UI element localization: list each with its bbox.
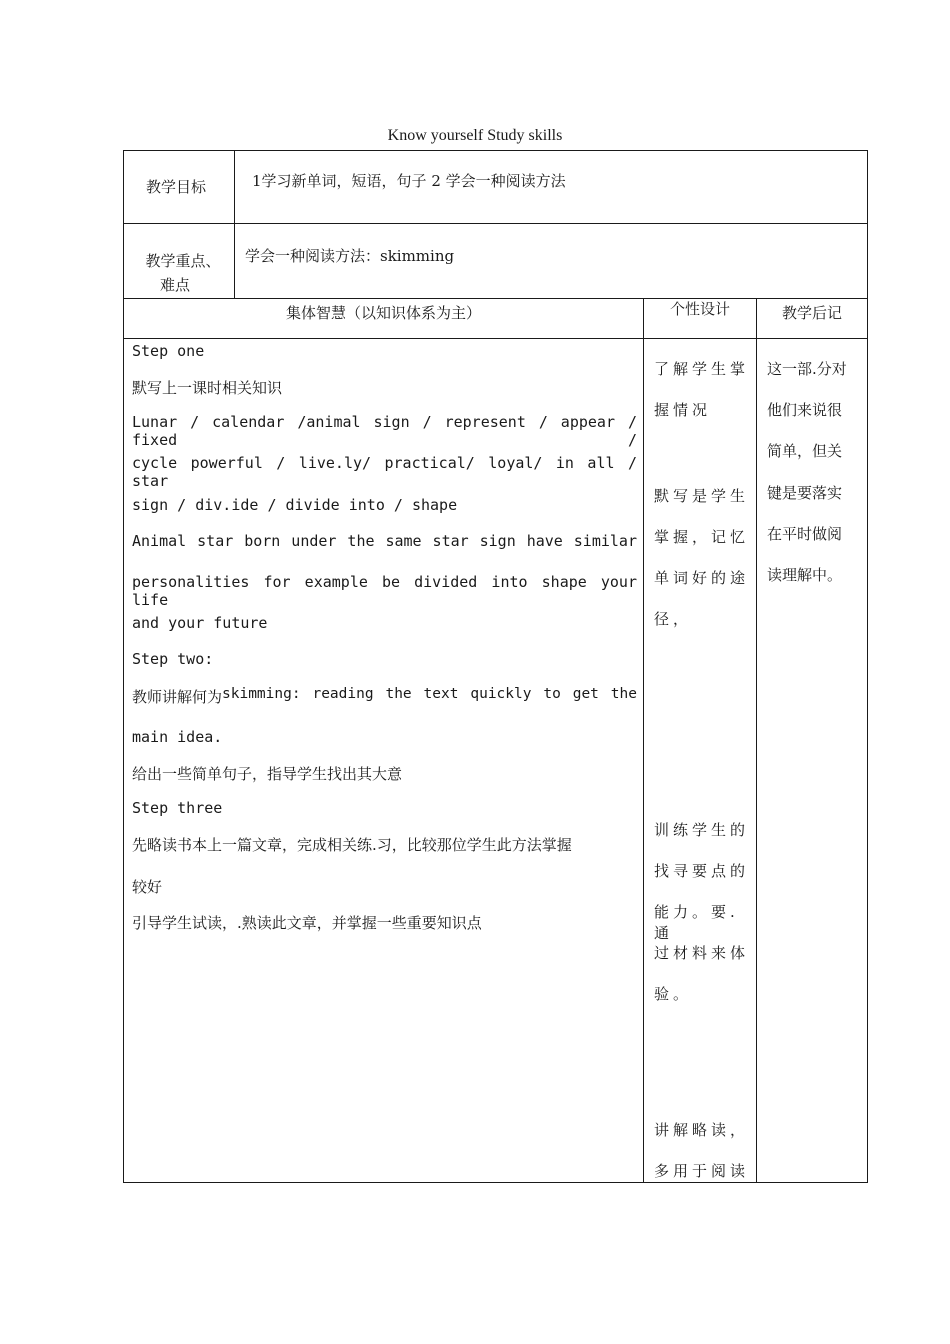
- phrases-line-1: Animal star born under the same star sign have similar: [132, 532, 637, 550]
- design-line: 单词好的途: [654, 569, 750, 587]
- phrases-line-3: and your future: [132, 614, 268, 632]
- design-line: 多用于阅读: [654, 1162, 750, 1180]
- design-line: 径，: [654, 610, 693, 628]
- design-line: 验。: [654, 985, 693, 1003]
- design-line: 训练学生的: [654, 821, 750, 839]
- objectives-content: 1学习新单词，短语，句子 2 学会一种阅读方法: [252, 172, 566, 190]
- design-line: 找寻要点的: [654, 862, 750, 880]
- notes-line: 键是要落实: [767, 484, 843, 502]
- skimming-definition: [132, 686, 637, 707]
- objectives-label: 教学目标: [146, 178, 207, 196]
- table-border-right: [867, 150, 868, 1183]
- design-line: 默写是学生: [654, 487, 750, 505]
- vocabulary-line-2: cycle powerful / live.ly/ practical/ loyal/ in all / star: [132, 454, 637, 490]
- skimming-definition-lead: 教师讲解何为: [132, 688, 223, 706]
- notes-line: 这一部.分对: [767, 360, 847, 378]
- design-line: 掌握，记忆: [654, 528, 750, 546]
- document-title: Know yourself Study skills: [387, 127, 563, 144]
- vocabulary-line-3: sign / div.ide / divide into / shape: [132, 496, 458, 514]
- dictation-instruction: 默写上一课时相关知识: [132, 379, 283, 397]
- key-points-content: 学会一种阅读方法：skimming: [245, 247, 455, 265]
- design-line: 过材料来体: [654, 944, 750, 962]
- teaching-notes-header: 教学后记: [781, 304, 842, 322]
- notes-line: 读理解中。: [767, 566, 843, 584]
- guided-reading-task: 引导学生试读，.熟读此文章，并掌握一些重要知识点: [132, 914, 482, 932]
- design-line: 能力。要.通: [654, 903, 739, 942]
- phrases-line-2: personalities for example be divided into shape your life: [132, 573, 637, 609]
- personal-design-header: 个性设计: [669, 300, 730, 318]
- design-line: 握情况: [654, 401, 712, 419]
- key-points-label-line2: 难点: [159, 276, 190, 294]
- skimming-definition-end: main idea.: [132, 728, 223, 746]
- label-column-rule: [234, 150, 235, 299]
- step-two-heading: Step two:: [132, 650, 214, 668]
- notes-line: 简单，但关: [767, 442, 843, 460]
- key-points-label-line1: 教学重点、: [145, 252, 221, 270]
- step-one-heading: Step one: [132, 342, 205, 360]
- design-line: 讲解略读，: [654, 1121, 750, 1139]
- key-points-label: [138, 251, 228, 295]
- design-column-rule: [643, 298, 644, 1183]
- collective-wisdom-header: 集体智慧（以知识体系为主）: [285, 304, 481, 322]
- skimming-definition-text: skimming: reading the text quickly to get the: [222, 686, 637, 702]
- skim-reading-task: 先略读书本上一篇文章，完成相关练.习，比较那位学生此方法掌握: [132, 836, 572, 854]
- notes-column-rule: [756, 298, 757, 1183]
- notes-line: 他们来说很: [767, 401, 843, 419]
- design-line: 了解学生掌: [654, 360, 750, 378]
- sentence-exercise: 给出一些简单句子，指导学生找出其大意: [132, 765, 403, 783]
- vocabulary-line-1: Lunar / calendar /animal sign / represent / appear / fixed /: [132, 413, 637, 449]
- notes-line: 在平时做阅: [767, 525, 843, 543]
- step-three-heading: Step three: [132, 799, 223, 817]
- skim-reading-task-end: 较好: [132, 878, 163, 896]
